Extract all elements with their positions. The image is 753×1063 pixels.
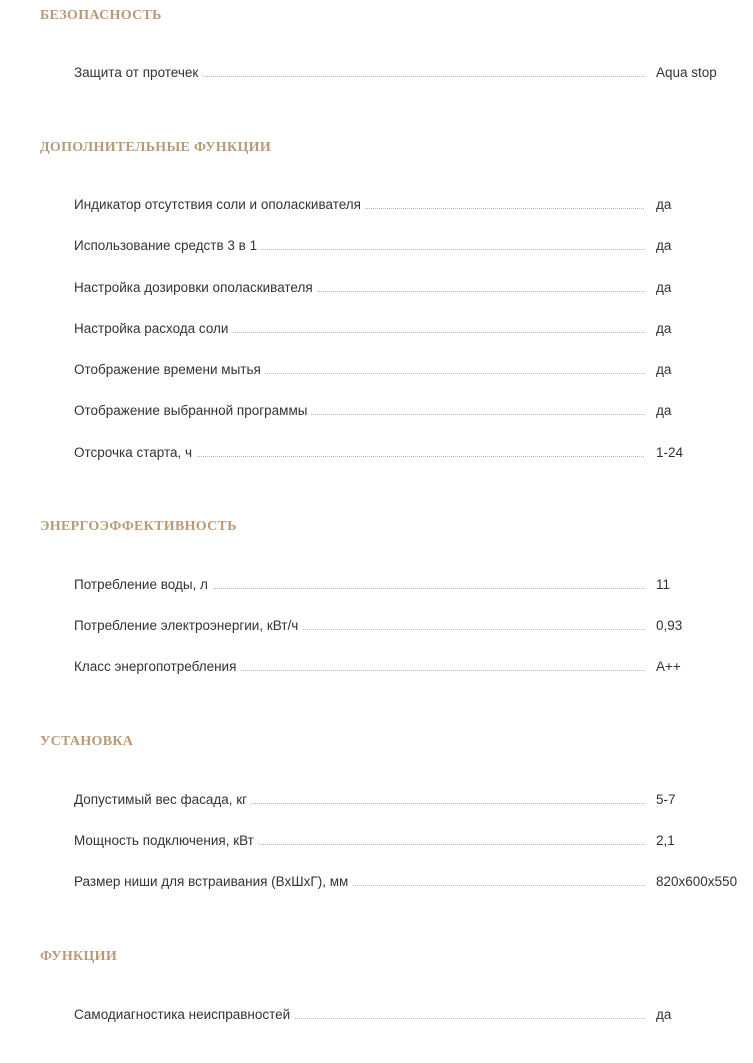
spec-row [74, 443, 753, 463]
spec-row [74, 657, 753, 677]
section-title-safety: БЕЗОПАСНОСТЬ [40, 8, 162, 23]
spec-row [74, 1005, 753, 1025]
spec-row [74, 195, 753, 215]
spec-row [74, 790, 753, 810]
spec-row [74, 616, 753, 636]
spec-label: Отображение выбранной программы [74, 401, 311, 421]
spec-row [74, 872, 753, 892]
spec-label: Настройка дозировки ополаскивателя [74, 278, 317, 298]
spec-row [74, 360, 753, 380]
spec-value: 5-7 [656, 792, 676, 807]
spec-value: A++ [656, 659, 681, 674]
spec-row [74, 63, 753, 83]
spec-row [74, 575, 753, 595]
spec-value: да [656, 1007, 672, 1022]
spec-label: Потребление электроэнергии, кВт/ч [74, 616, 302, 636]
spec-value: да [656, 362, 672, 377]
section-title-functions: ФУНКЦИИ [40, 949, 118, 964]
section-title-installation: УСТАНОВКА [40, 734, 134, 749]
section-title-extra-functions: ДОПОЛНИТЕЛЬНЫЕ ФУНКЦИИ [40, 140, 272, 155]
spec-value: Aqua stop [656, 65, 717, 80]
spec-label: Допустимый вес фасада, кг [74, 790, 251, 810]
spec-label: Класс энергопотребления [74, 657, 240, 677]
spec-row [74, 236, 753, 256]
spec-value: да [656, 321, 672, 336]
spec-row [74, 278, 753, 298]
spec-row [74, 401, 753, 421]
spec-row [74, 319, 753, 339]
spec-label: Самодиагностика неисправностей [74, 1005, 294, 1025]
spec-label: Настройка расхода соли [74, 319, 232, 339]
spec-value: да [656, 238, 672, 253]
spec-value: 0,93 [656, 618, 683, 633]
spec-value: 2,1 [656, 833, 675, 848]
spec-row [74, 831, 753, 851]
spec-label: Защита от протечек [74, 63, 202, 83]
spec-value: да [656, 280, 672, 295]
spec-label: Отображение времени мытья [74, 360, 265, 380]
spec-label: Размер ниши для встраивания (ВхШхГ), мм [74, 872, 352, 892]
spec-value: 11 [656, 577, 671, 592]
spec-label: Отсрочка старта, ч [74, 443, 196, 463]
spec-label: Потребление воды, л [74, 575, 212, 595]
spec-label: Использование средств 3 в 1 [74, 236, 261, 256]
section-title-energy-efficiency: ЭНЕРГОЭФФЕКТИВНОСТЬ [40, 519, 237, 534]
spec-label: Индикатор отсутствия соли и ополаскивателя [74, 195, 365, 215]
spec-value: да [656, 403, 672, 418]
spec-label: Мощность подключения, кВт [74, 831, 258, 851]
spec-value: да [656, 197, 672, 212]
spec-value: 820x600x550 [656, 874, 738, 889]
spec-value: 1-24 [656, 445, 684, 460]
